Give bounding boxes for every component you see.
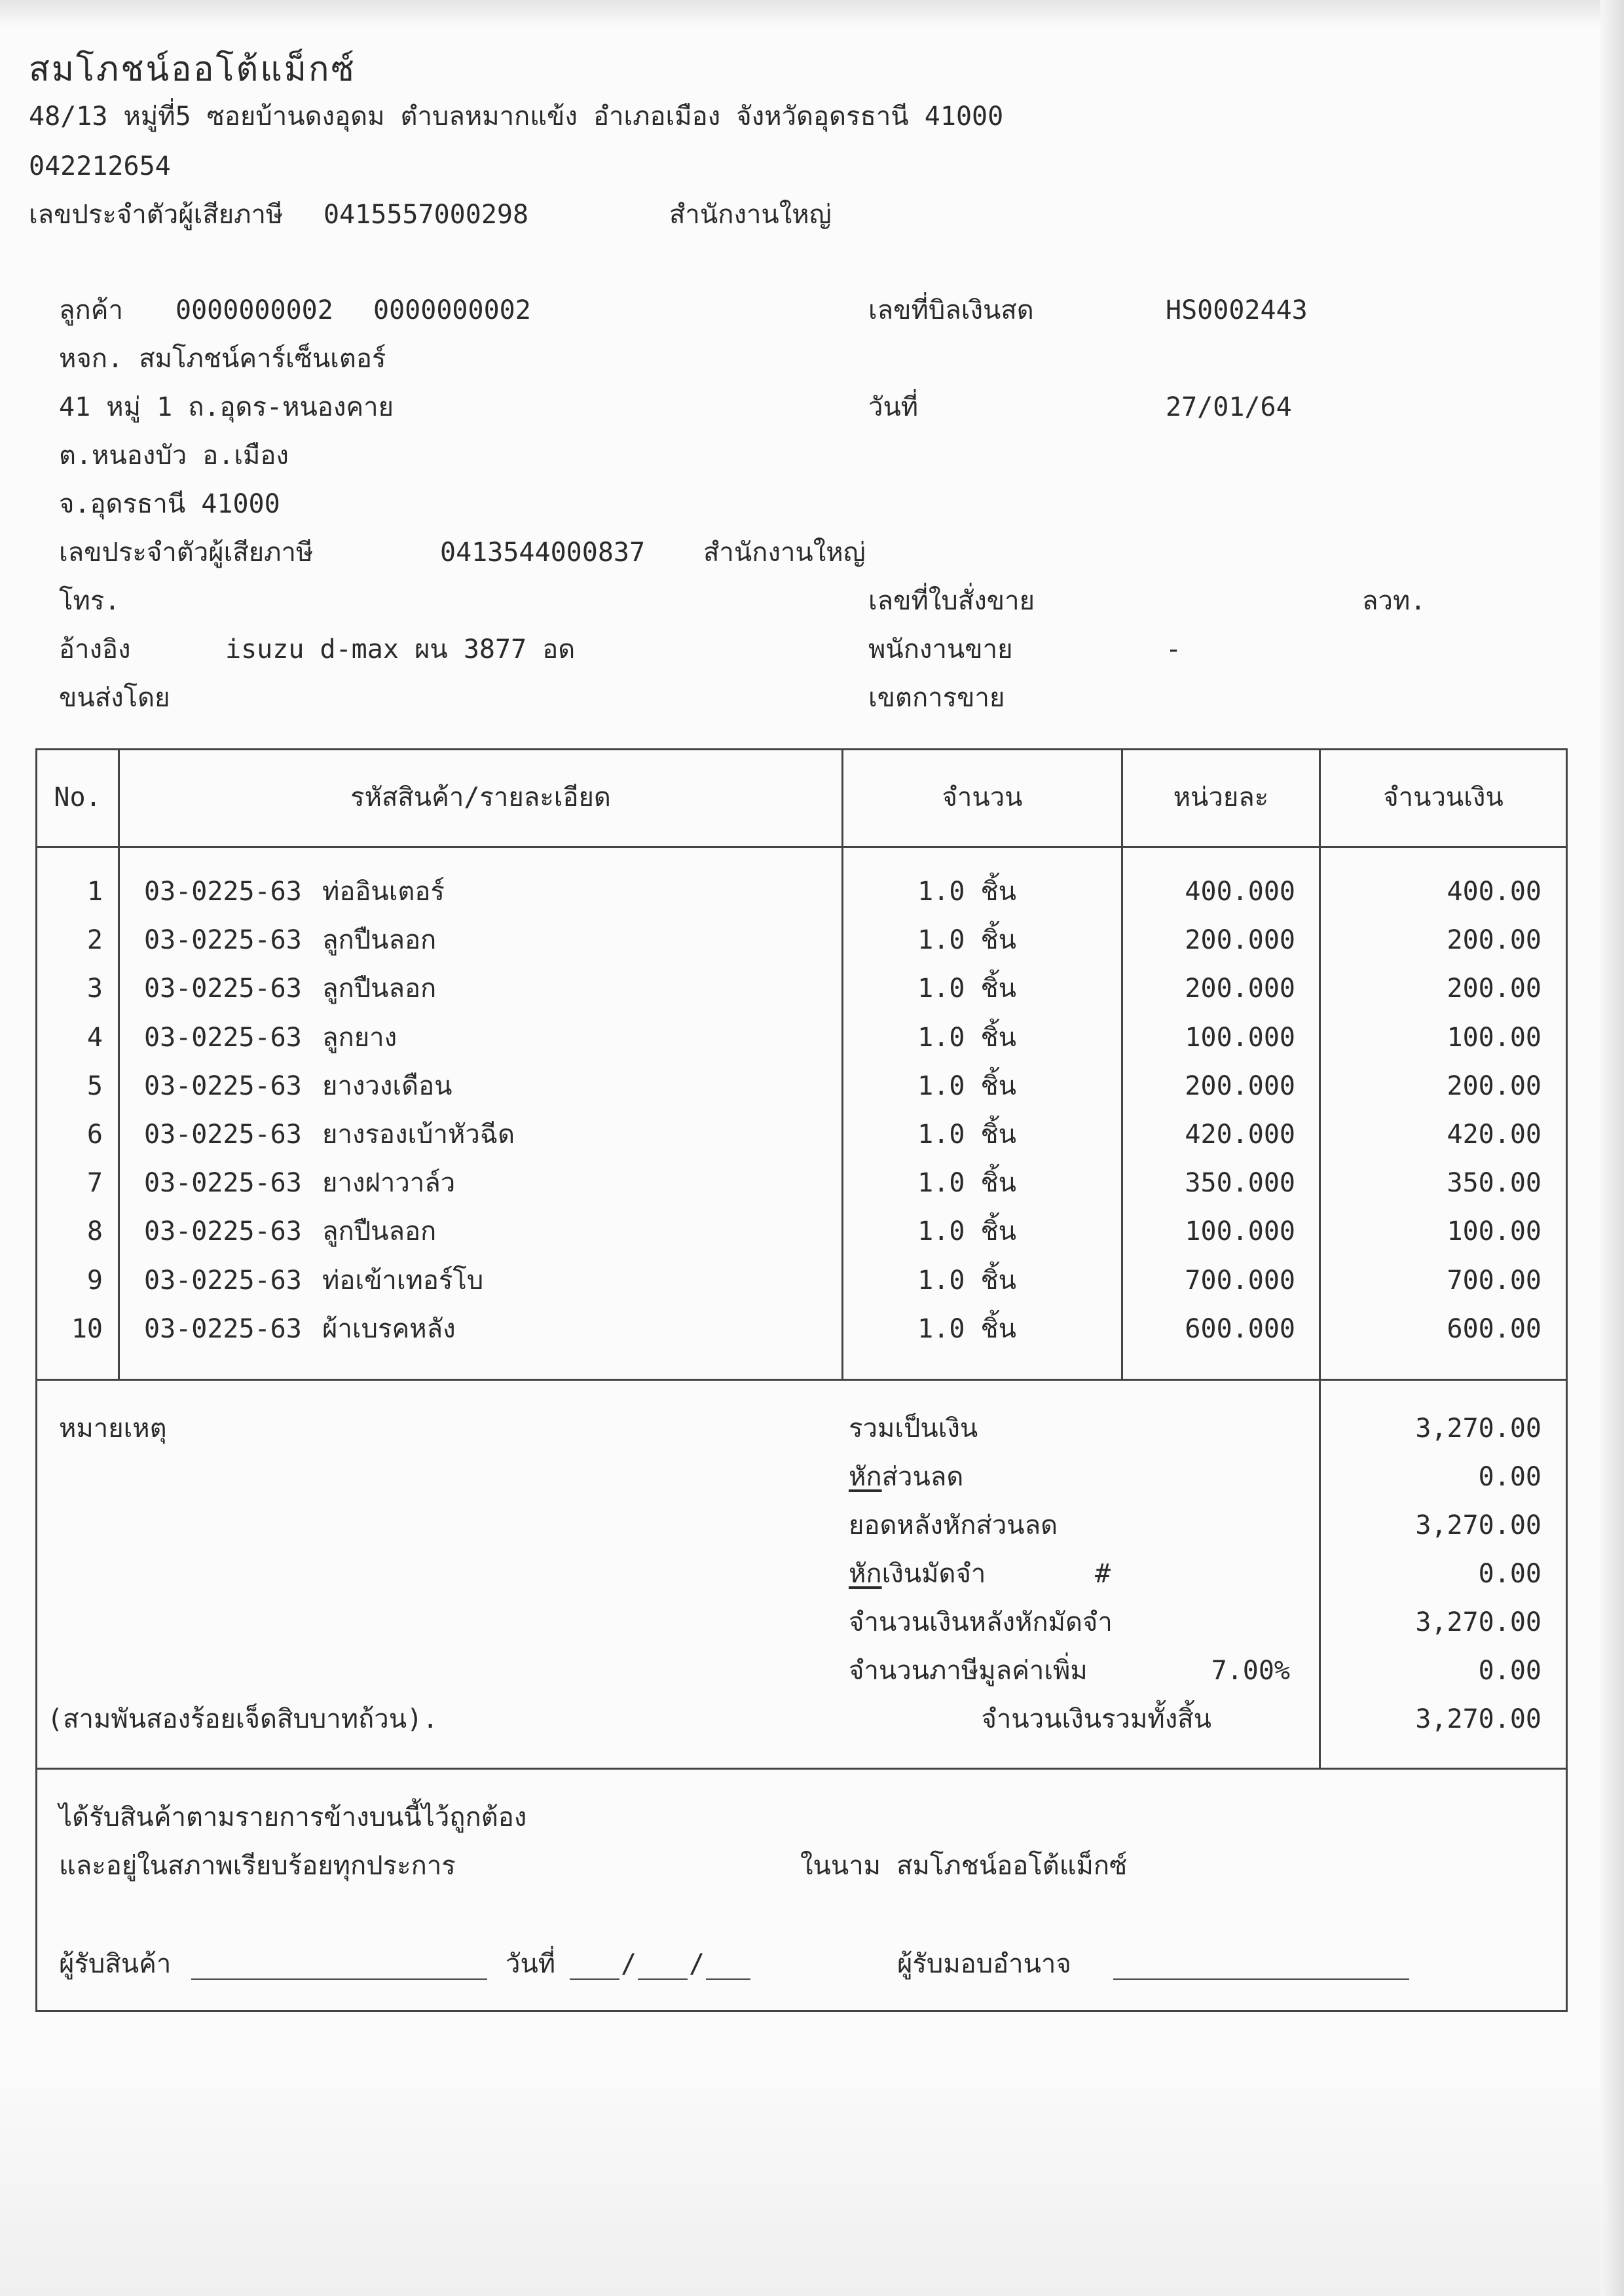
row-no: 4 [86,1023,103,1053]
row-unit-price: 200.000 [1185,974,1295,1004]
row-unit-price: 600.000 [1185,1314,1295,1344]
sales-area-label: เขตการขาย [868,683,1005,713]
discount-value: 0.00 [1478,1462,1541,1492]
col-divider-no [118,748,120,1380]
row-no: 6 [86,1120,103,1150]
receive-date-day-line [570,1978,619,1980]
row-description: ท่อเข้าเทอร์โบ [322,1266,484,1296]
customer-address-2: ต.หนองบัว อ.เมือง [59,441,289,471]
receive-date-year-line [706,1978,750,1980]
authorized-label: ผู้รับมอบอำนาจ [897,1949,1071,1979]
col-divider-desc [841,748,843,1380]
reference-label: อ้างอิง [59,634,131,665]
row-unit-price: 350.000 [1185,1168,1295,1198]
sales-order-code: ลวท. [1362,586,1426,616]
row-code: 03-0225-63 [144,974,302,1004]
row-code: 03-0225-63 [144,1071,302,1101]
company-address: 48/13 หมู่ที่5 ซอยบ้านดงอุดม ตำบลหมากแข้ง อำเภอเมือง จังหวัดอุดรธานี 41000 [29,101,1004,132]
grand-total-value: 3,270.00 [1415,1704,1541,1734]
row-unit-price: 200.000 [1185,1071,1295,1101]
row-quantity: 1.0 ชิ้น [917,1314,1016,1344]
subtotal-label: รวมเป็นเงิน [849,1413,978,1444]
after-deposit-label: จำนวนเงินหลังหักมัดจำ [849,1607,1113,1637]
customer-address-3: จ.อุดรธานี 41000 [59,489,280,519]
header-unit-price: หน่วยละ [1173,782,1269,812]
row-quantity: 1.0 ชิ้น [917,1216,1016,1247]
company-tax-id-label: เลขประจำตัวผู้เสียภาษี [29,200,284,230]
vat-value: 0.00 [1478,1656,1541,1686]
col-divider-qty [1121,748,1123,1380]
row-description: ยางฝาวาล์ว [322,1168,456,1198]
discount-label-rest: ส่วนลด [881,1462,964,1492]
table-border-bottom [35,2010,1568,2012]
row-description: ลูกปืนลอก [322,1216,437,1247]
on-behalf: ในนาม สมโภชน์ออโต้แม็กซ์ [800,1851,1128,1881]
row-amount: 600.00 [1447,1314,1541,1344]
totals-bottom-divider [35,1768,1568,1770]
customer-tax-id-label: เลขประจำตัวผู้เสียภาษี [59,538,314,568]
row-quantity: 1.0 ชิ้น [917,925,1016,955]
row-amount: 200.00 [1447,1071,1541,1101]
company-name: สมโภชน์ออโต้แม็กซ์ [29,50,356,89]
authorized-signature-line [1113,1978,1409,1980]
row-description: ผ้าเบรคหลัง [322,1314,456,1344]
row-no: 3 [86,974,103,1004]
customer-branch: สำนักงานใหญ่ [703,538,866,568]
deposit-hash: # [1095,1559,1111,1589]
received-line-1: ได้รับสินค้าตามรายการข้างบนนี้ไว้ถูกต้อง [59,1802,527,1832]
after-discount-label: ยอดหลังหักส่วนลด [849,1510,1058,1540]
after-deposit-value: 3,270.00 [1415,1607,1541,1637]
vat-rate: 7.00% [1211,1656,1290,1686]
row-amount: 420.00 [1447,1120,1541,1150]
row-no: 8 [86,1216,103,1247]
customer-address-1: 41 หมู่ 1 ถ.อุดร-หนองคาย [59,392,394,422]
scan-shadow-bottom [0,2056,1624,2296]
header-description: รหัสสินค้า/รายละเอียด [350,782,611,812]
bill-number: HS0002443 [1166,295,1308,325]
customer-tax-id: 0413544000837 [440,538,646,568]
deposit-value: 0.00 [1478,1559,1541,1589]
table-border-top [35,748,1568,750]
discount-label-prefix: หัก [849,1462,882,1492]
amount-in-words: (สามพันสองร้อยเจ็ดสิบบาทถ้วน). [47,1704,439,1734]
row-quantity: 1.0 ชิ้น [917,1266,1016,1296]
date-slash-2: / [689,1949,705,1979]
customer-label: ลูกค้า [59,295,123,325]
table-border-right [1566,748,1568,2012]
vat-label: จำนวนภาษีมูลค่าเพิ่ม [849,1656,1088,1686]
remark-label: หมายเหตุ [59,1413,167,1444]
header-quantity: จำนวน [942,782,1023,812]
row-unit-price: 200.000 [1185,925,1295,955]
row-amount: 700.00 [1447,1266,1541,1296]
bill-date: 27/01/64 [1166,392,1292,422]
receive-date-month-line [638,1978,688,1980]
row-quantity: 1.0 ชิ้น [917,877,1016,907]
receive-date-label: วันที่ [506,1949,556,1979]
sales-order-label: เลขที่ใบสั่งขาย [868,586,1035,616]
row-no: 10 [71,1314,103,1344]
row-code: 03-0225-63 [144,1314,302,1344]
received-line-2: และอยู่ในสภาพเรียบร้อยทุกประการ [59,1851,456,1881]
row-description: ลูกยาง [322,1023,397,1053]
items-bottom-divider [35,1379,1568,1381]
scan-shadow-right [1600,0,1624,2296]
scan-shadow-top [0,0,1624,27]
salesperson-value: - [1166,634,1182,665]
company-phone: 042212654 [29,151,171,181]
row-code: 03-0225-63 [144,925,302,955]
row-amount: 200.00 [1447,974,1541,1004]
row-quantity: 1.0 ชิ้น [917,1168,1016,1198]
row-quantity: 1.0 ชิ้น [917,974,1016,1004]
row-no: 1 [86,877,103,907]
row-unit-price: 100.000 [1185,1023,1295,1053]
discount-label [849,1461,963,1493]
customer-code-2: 0000000002 [373,295,531,325]
deposit-label-prefix: หัก [849,1559,882,1589]
bill-number-label: เลขที่บิลเงินสด [868,295,1034,325]
row-unit-price: 400.000 [1185,877,1295,907]
row-code: 03-0225-63 [144,1168,302,1198]
row-code: 03-0225-63 [144,1216,302,1247]
company-branch: สำนักงานใหญ่ [669,200,832,230]
customer-code-1: 0000000002 [175,295,333,325]
row-quantity: 1.0 ชิ้น [917,1023,1016,1053]
header-divider [35,846,1568,848]
row-unit-price: 700.000 [1185,1266,1295,1296]
customer-name: หจก. สมโภชน์คาร์เซ็นเตอร์ [59,344,386,374]
row-amount: 200.00 [1447,925,1541,955]
row-amount: 100.00 [1447,1023,1541,1053]
subtotal-value: 3,270.00 [1415,1413,1541,1444]
row-code: 03-0225-63 [144,1266,302,1296]
row-description: ลูกปืนลอก [322,974,437,1004]
row-description: ลูกปืนลอก [322,925,437,955]
salesperson-label: พนักงานขาย [868,634,1013,665]
grand-total-label: จำนวนเงินรวมทั้งสิ้น [981,1704,1211,1734]
row-code: 03-0225-63 [144,877,302,907]
row-description: ท่ออินเตอร์ [322,877,445,907]
company-tax-id: 0415557000298 [323,200,529,230]
receiver-label: ผู้รับสินค้า [59,1949,172,1979]
row-quantity: 1.0 ชิ้น [917,1120,1016,1150]
row-code: 03-0225-63 [144,1023,302,1053]
row-amount: 400.00 [1447,877,1541,907]
reference-value: isuzu d-max ผน 3877 อด [225,634,576,665]
deposit-label-rest: เงินมัดจำ [881,1559,986,1589]
header-no: No. [54,782,101,812]
row-quantity: 1.0 ชิ้น [917,1071,1016,1101]
header-amount: จำนวนเงิน [1383,782,1504,812]
row-code: 03-0225-63 [144,1120,302,1150]
bill-date-label: วันที่ [868,392,919,422]
row-amount: 100.00 [1447,1216,1541,1247]
row-unit-price: 420.000 [1185,1120,1295,1150]
deposit-label [849,1558,986,1590]
date-slash-1: / [621,1949,637,1979]
customer-phone-label: โทร. [59,586,120,616]
row-no: 2 [86,925,103,955]
row-no: 9 [86,1266,103,1296]
row-amount: 350.00 [1447,1168,1541,1198]
shipping-label: ขนส่งโดย [59,683,170,713]
receiver-signature-line [191,1978,487,1980]
row-description: ยางรองเบ้าหัวฉีด [322,1120,515,1150]
col-divider-price [1319,748,1321,1769]
row-unit-price: 100.000 [1185,1216,1295,1247]
row-no: 5 [86,1071,103,1101]
after-discount-value: 3,270.00 [1415,1510,1541,1540]
row-no: 7 [86,1168,103,1198]
row-description: ยางวงเดือน [322,1071,452,1101]
